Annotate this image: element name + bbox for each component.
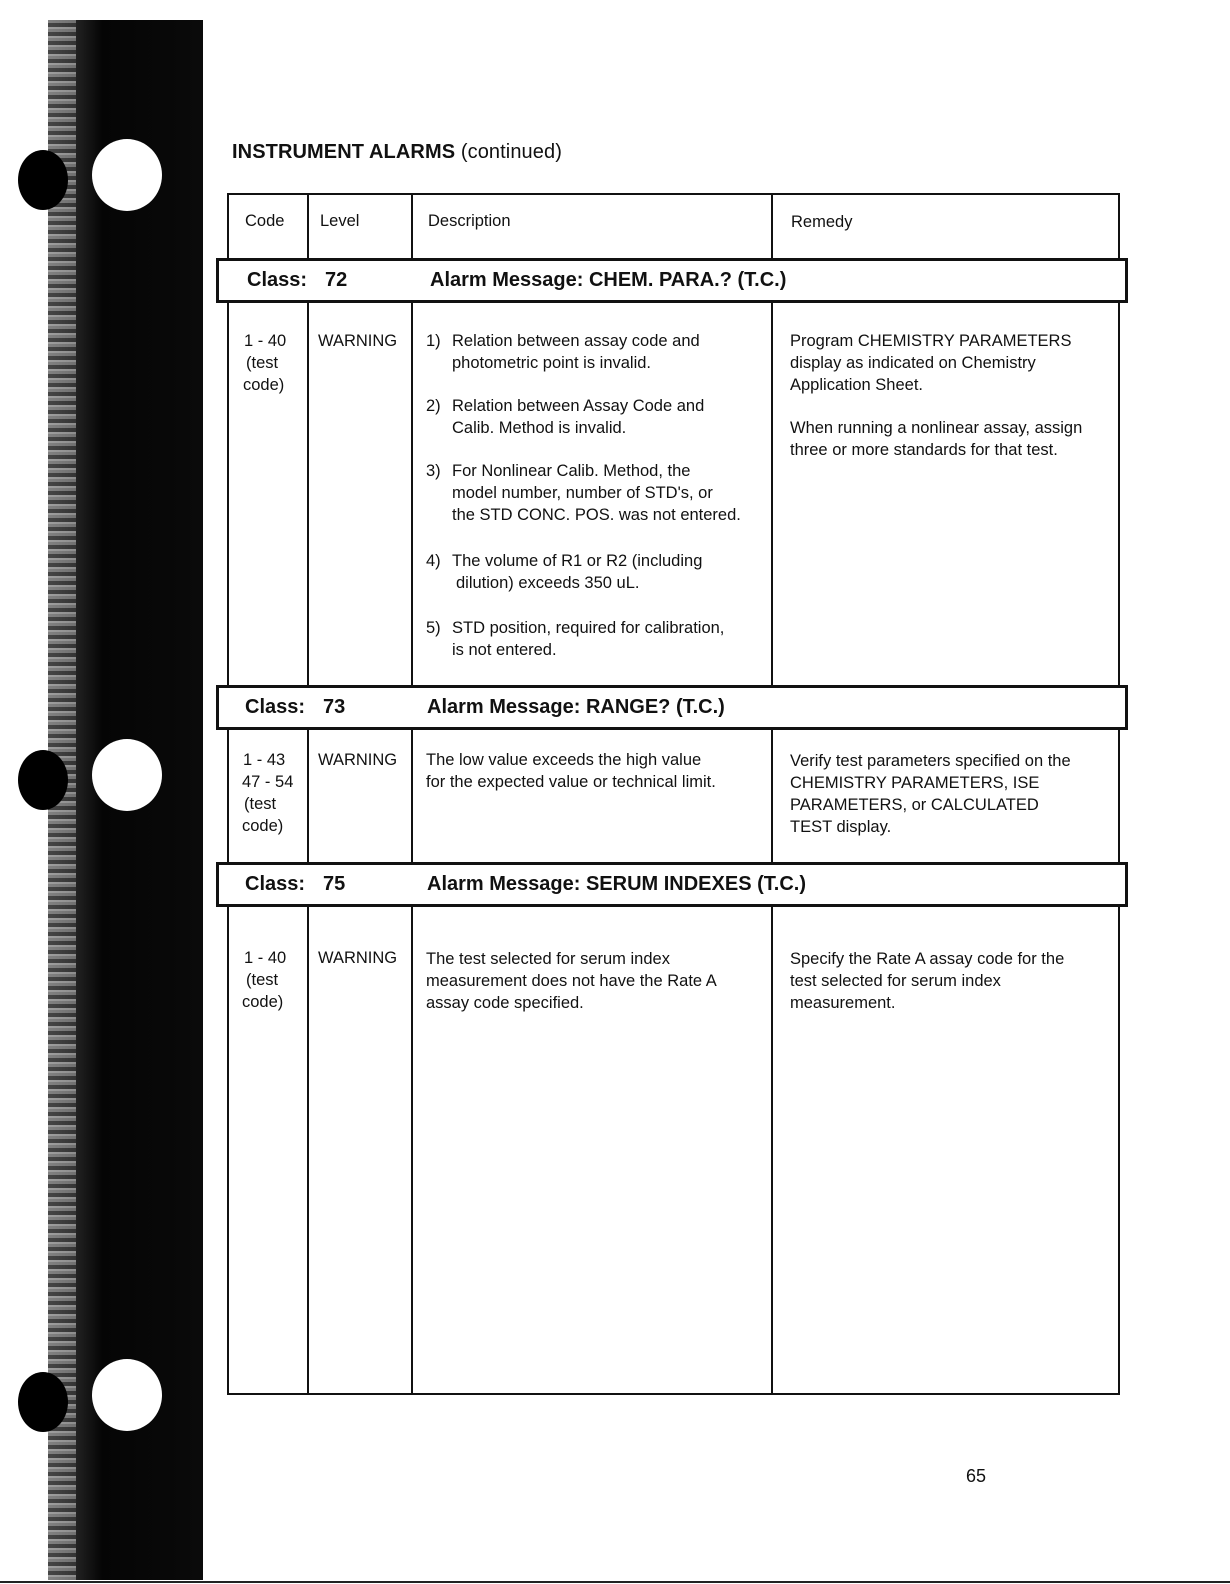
class-73-level: WARNING: [318, 751, 398, 769]
item-text-line-2: photometric point is invalid.: [452, 354, 652, 372]
class-label: Class:: [245, 696, 306, 718]
class-75-description-line-2: measurement does not have the Rate A: [426, 972, 717, 990]
item-number: 1): [426, 332, 441, 350]
class-number: 75: [323, 873, 346, 895]
class-73-code-line-4: code): [242, 817, 284, 835]
class-75-code-line-3: code): [242, 993, 284, 1011]
class-75-description-line-3: assay code specified.: [426, 994, 584, 1012]
item-number: 5): [426, 619, 441, 637]
page-title-main: INSTRUMENT ALARMS: [232, 141, 456, 163]
binder-hole-bottom: [92, 1359, 162, 1431]
item-number: 4): [426, 552, 441, 570]
alarm-message: Alarm Message: CHEM. PARA.? (T.C.): [430, 269, 787, 291]
class-72-code-line-1: 1 - 40: [244, 332, 287, 350]
binder-hole-shadow-bottom: [18, 1372, 68, 1432]
class-72-code-line-3: code): [243, 376, 285, 394]
item-text-line-3: the STD CONC. POS. was not entered.: [452, 506, 741, 524]
class-73-remedy-line-1: Verify test parameters specified on the: [790, 752, 1071, 770]
class-72-remedy-p1-line-1: Program CHEMISTRY PARAMETERS: [790, 332, 1072, 350]
item-text-line-2: dilution) exceeds 350 uL.: [456, 574, 640, 592]
class-75-description-line-1: The test selected for serum index: [426, 950, 670, 968]
item-text-line-1: STD position, required for calibration,: [452, 619, 725, 637]
page-bottom-rule: [0, 1581, 1230, 1583]
header-remedy: Remedy: [791, 213, 853, 231]
class-72-remedy-p2-line-2: three or more standards for that test.: [790, 441, 1058, 459]
class-75-code-line-1: 1 - 40: [244, 949, 287, 967]
binder-hole-top: [92, 139, 162, 211]
item-text-line-1: The volume of R1 or R2 (including: [452, 552, 703, 570]
class-73-bar: [216, 685, 1128, 730]
class-72-bar: [216, 258, 1128, 303]
page-number: 65: [966, 1466, 987, 1486]
column-divider-code: [307, 193, 309, 1395]
item-number: 2): [426, 397, 441, 415]
class-number: 72: [325, 269, 348, 291]
binder-hole-middle: [92, 739, 162, 811]
class-number: 73: [323, 696, 346, 718]
item-text-line-2: model number, number of STD's, or: [452, 484, 713, 502]
item-text-line-1: For Nonlinear Calib. Method, the: [452, 462, 691, 480]
class-73-code-line-1: 1 - 43: [243, 751, 286, 769]
binder-hole-shadow-middle: [18, 750, 68, 810]
class-72-remedy-p1-line-3: Application Sheet.: [790, 376, 924, 394]
class-72-remedy-p1-line-2: display as indicated on Chemistry: [790, 354, 1036, 372]
item-text-line-1: Relation between Assay Code and: [452, 397, 705, 415]
header-description: Description: [428, 212, 511, 230]
class-73-remedy-line-4: TEST display.: [790, 818, 892, 836]
class-75-remedy-line-2: test selected for serum index: [790, 972, 1001, 990]
class-75-code-line-2: (test: [246, 971, 279, 989]
class-72-code-line-2: (test: [246, 354, 279, 372]
class-73-code-line-2: 47 - 54: [242, 773, 294, 791]
class-73-remedy-line-2: CHEMISTRY PARAMETERS, ISE: [790, 774, 1040, 792]
alarm-message: Alarm Message: RANGE? (T.C.): [427, 696, 725, 718]
class-75-remedy-line-1: Specify the Rate A assay code for the: [790, 950, 1065, 968]
item-text-line-2: Calib. Method is invalid.: [452, 419, 627, 437]
class-73-description-line-2: for the expected value or technical limit.: [426, 773, 716, 791]
class-75-bar: [216, 862, 1128, 907]
class-label: Class:: [247, 269, 308, 291]
class-label: Class:: [245, 873, 306, 895]
item-text-line-2: is not entered.: [452, 641, 557, 659]
column-divider-level: [411, 193, 413, 1395]
header-level: Level: [320, 212, 360, 230]
class-75-remedy-line-3: measurement.: [790, 994, 896, 1012]
class-73-code-line-3: (test: [244, 795, 277, 813]
class-73-description-line-1: The low value exceeds the high value: [426, 751, 702, 769]
header-code: Code: [245, 212, 285, 230]
binder-hole-shadow-top: [18, 150, 68, 210]
column-divider-description: [771, 193, 773, 1395]
item-number: 3): [426, 462, 441, 480]
alarm-message: Alarm Message: SERUM INDEXES (T.C.): [427, 873, 806, 895]
class-75-level: WARNING: [318, 949, 398, 967]
page-title: [232, 141, 562, 164]
page-title-suffix: (continued): [455, 141, 562, 163]
item-text-line-1: Relation between assay code and: [452, 332, 700, 350]
class-72-level: WARNING: [318, 332, 398, 350]
class-72-remedy-p2-line-1: When running a nonlinear assay, assign: [790, 419, 1083, 437]
class-73-remedy-line-3: PARAMETERS, or CALCULATED: [790, 796, 1039, 814]
